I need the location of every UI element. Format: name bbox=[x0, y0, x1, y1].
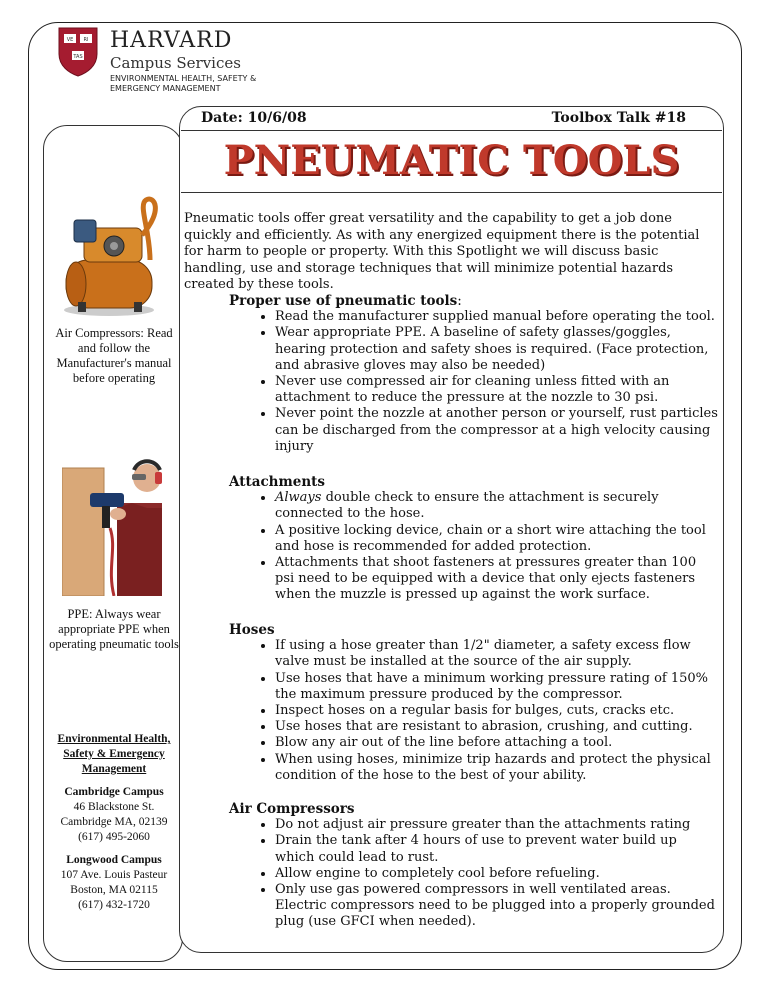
cambridge-campus-name: Cambridge Campus bbox=[64, 786, 164, 798]
list-item: • Wear appropriate PPE. A baseline of safety glasses/goggles, hearing protection and safety shoes is required. (Face protection, and abrasive gloves may also be needed) bbox=[275, 325, 719, 374]
contact-org: Environmental Health, Safety & Emergency Management bbox=[57, 733, 171, 775]
list-item: • Drain the tank after 4 hours of use to prevent water build up which could lead to rust. bbox=[275, 833, 719, 865]
list-item: • Use hoses that are resistant to abrasion, crushing, and cutting. bbox=[275, 719, 719, 735]
list-item: • Blow any air out of the line before attaching a tool. bbox=[275, 735, 719, 751]
contact-info bbox=[47, 732, 181, 913]
division-name: Campus Services bbox=[110, 54, 241, 72]
section-heading: Air Compressors bbox=[229, 801, 355, 817]
date-label: Date: 10/6/08 bbox=[201, 110, 307, 126]
org-name: HARVARD bbox=[110, 28, 233, 53]
list-item: • Use hoses that have a minimum working pressure rating of 150% the maximum pressure produced by the compressor. bbox=[275, 671, 719, 703]
toolbox-talk-number: Toolbox Talk #18 bbox=[551, 110, 686, 126]
list-item: • A positive locking device, chain or a short wire attaching the tool and hose is recommended for added protection. bbox=[275, 523, 719, 555]
intro-paragraph: Pneumatic tools offer great versatility and the capability to get a job done quickly and efficiently. As with any energized equipment there is the potential for harm to people or property. With this Spotlight we will discuss basic handling, use and storage techniques that will minimize potential hazards created by these tools. bbox=[184, 211, 700, 292]
section-heading: Attachments bbox=[229, 474, 326, 490]
list-item: • Only use gas powered compressors in well ventilated areas. Electric compressors need to be plugged into a properly grounded plug (use GFCI when needed). bbox=[275, 882, 719, 931]
list-item: • Attachments that shoot fasteners at pressures greater than 100 psi need to be equipped with a device that only ejects fasteners when the muzzle is pressed up against the work surface. bbox=[275, 555, 719, 604]
list-item: • Never use compressed air for cleaning unless fitted with an attachment to reduce the pressure at the nozzle to 30 psi. bbox=[275, 374, 719, 406]
svg-text:RI: RI bbox=[83, 37, 89, 43]
section-heading: Hoses bbox=[229, 622, 275, 638]
list-item: • Inspect hoses on a regular basis for bulges, cuts, cracks etc. bbox=[275, 703, 719, 719]
section-attachments bbox=[229, 474, 719, 604]
svg-text:TAS: TAS bbox=[73, 54, 83, 60]
section-hoses bbox=[229, 622, 719, 784]
section-air-compressors bbox=[229, 801, 719, 931]
worker-ppe-photo bbox=[62, 448, 164, 596]
list-item: • Always double check to ensure the attachment is securely connected to the hose. bbox=[275, 490, 719, 522]
longwood-address-1: 107 Ave. Louis Pasteur bbox=[60, 869, 168, 881]
list-item: • Do not adjust air pressure greater than the attachments rating bbox=[275, 817, 719, 833]
list-item: • If using a hose greater than 1/2" diameter, a safety excess flow valve must be installed at the source of the air supply. bbox=[275, 638, 719, 670]
cambridge-address-1: 46 Blackstone St. bbox=[73, 801, 155, 813]
list-item: • When using hoses, minimize trip hazards and protect the physical condition of the hose to the best of your ability. bbox=[275, 752, 719, 784]
cambridge-address-2: Cambridge MA, 02139 bbox=[60, 816, 168, 828]
header-divider bbox=[181, 130, 722, 131]
ppe-caption: PPE: Always wear appropriate PPE when operating pneumatic tools bbox=[49, 607, 179, 651]
longwood-address-2: Boston, MA 02115 bbox=[70, 884, 158, 896]
section-proper-use bbox=[229, 293, 719, 455]
air-compressor-illustration bbox=[54, 190, 174, 320]
list-item: • Allow engine to completely cool before refueling. bbox=[275, 866, 719, 882]
longwood-phone: (617) 432-1720 bbox=[78, 899, 150, 911]
svg-text:VE: VE bbox=[66, 37, 74, 43]
longwood-campus-name: Longwood Campus bbox=[66, 854, 162, 866]
cambridge-phone: (617) 495-2060 bbox=[78, 831, 150, 843]
header-row bbox=[179, 106, 722, 131]
section-heading: Proper use of pneumatic tools: bbox=[229, 293, 462, 309]
compressor-caption: Air Compressors: Read and follow the Manufacturer's manual before operating bbox=[55, 326, 173, 385]
department-name: ENVIRONMENTAL HEALTH, SAFETY & EMERGENCY MANAGEMENT bbox=[110, 74, 257, 93]
list-item: • Never point the nozzle at another person or yourself, rust particles can be discharged from the compressor at a high velocity causing injury bbox=[275, 406, 719, 455]
harvard-shield-logo bbox=[57, 26, 99, 78]
page-title: PNEUMATIC TOOLS bbox=[223, 137, 680, 184]
list-item: • Read the manufacturer supplied manual before operating the tool. bbox=[275, 309, 719, 325]
title-divider bbox=[181, 192, 722, 193]
